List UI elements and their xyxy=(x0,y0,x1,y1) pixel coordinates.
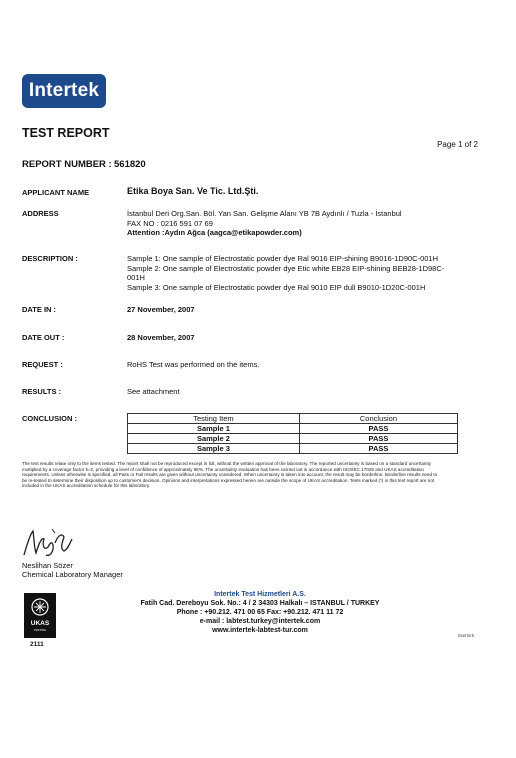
table-cell: PASS xyxy=(299,444,457,454)
footer-contact xyxy=(110,590,410,635)
report-number-label: REPORT NUMBER : xyxy=(22,159,112,170)
table-header-row xyxy=(128,414,458,424)
fax-line: FAX NO : 0216 591 07 69 xyxy=(127,218,213,228)
date-in-label: DATE IN : xyxy=(22,305,57,314)
date-out-label: DATE OUT : xyxy=(22,333,65,342)
svg-text:UKAS: UKAS xyxy=(30,620,50,627)
signatory-block xyxy=(22,561,123,579)
signatory-title: Chemical Laboratory Manager xyxy=(22,570,123,579)
conclusion-label: CONCLUSION : xyxy=(22,414,77,423)
attention-line: Attention :Aydın Ağca (aagca@etikapowder.com) xyxy=(127,228,302,237)
request-value: RoHS Test was performed on the items. xyxy=(127,360,260,369)
footer-website: www.intertek-labtest-tur.com xyxy=(212,627,308,634)
applicant-label: APPLICANT NAME xyxy=(22,188,90,197)
ukas-logo xyxy=(24,593,56,638)
ukas-number: 2111 xyxy=(30,641,44,648)
results-value: See attachment xyxy=(127,387,180,396)
description-block xyxy=(127,254,452,292)
disclaimer-text: The test results relate only to the items tested. The report shall not be reproduced except in full, without the written approval of the laboratory. The reported uncertainty is based on a standard uncertainty multiplied by a coverage factor k=2, providing a level of confidence of approximately 95%. The uncertainty evaluation has been carried out in accordance with ISO/IEC 17025 and UKAS accreditation requirements. Unless otherwise is specified, all Pass or Fail results are given without uncertainty considered. When uncertainty is taken into account, the result may be borderline. Borderline results need to be re-tested to determine their disposition up to customer's decision. Opinions and interpretations expressed herein are outside the scope of UKAS accreditation. Tests marked (*) in this test report are not included in the UKAS accreditation schedule for this laboratory. xyxy=(22,461,438,489)
footer-phone: Phone : +90.212. 471 00 65 Fax: +90.212. 471 11 72 xyxy=(176,609,344,616)
footnote-code: itsertsrk xyxy=(458,633,474,638)
address-label: ADDRESS xyxy=(22,209,59,218)
date-in-value: 27 November, 2007 xyxy=(127,305,195,314)
table-cell: Sample 2 xyxy=(128,434,300,444)
report-number-value: 561820 xyxy=(114,159,146,170)
date-out-value: 28 November, 2007 xyxy=(127,333,195,342)
sample-2-description: Sample 2: One sample of Electrostatic powder dye Etic white EB28 EIP-shining BEB28-1D98C-001H xyxy=(127,263,445,282)
footer-address: Fatih Cad. Dereboyu Sok. No.: 4 / 2 34303 Halkalı – ISTANBUL / TURKEY xyxy=(140,600,380,607)
sample-3-description: Sample 3: One sample of Electrostatic powder dye Ral 9010 EIP dull B9010-1D20C-001H xyxy=(127,282,426,292)
table-row xyxy=(128,444,458,454)
table-cell: PASS xyxy=(299,424,457,434)
signatory-name: Neslihan Sözer xyxy=(22,561,73,570)
table-row xyxy=(128,434,458,444)
report-title: TEST REPORT xyxy=(22,126,110,140)
column-header: Testing Item xyxy=(128,414,300,424)
signature-image xyxy=(22,527,82,561)
sample-1-description: Sample 1: One sample of Electrostatic powder dye Ral 9016 EIP-shining B9016-1D90C-001H xyxy=(127,254,439,263)
table-cell: PASS xyxy=(299,434,457,444)
applicant-value: Etika Boya San. Ve Tic. Ltd.Şti. xyxy=(127,186,259,196)
address-block xyxy=(127,209,467,238)
results-label: RESULTS : xyxy=(22,387,62,396)
intertek-logo: Intertek xyxy=(22,74,106,108)
svg-text:TESTING: TESTING xyxy=(33,628,47,632)
page-indicator: Page 1 of 2 xyxy=(437,140,478,149)
request-label: REQUEST : xyxy=(22,360,63,369)
description-label: DESCRIPTION : xyxy=(22,254,78,263)
column-header: Conclusion xyxy=(299,414,457,424)
footer-email: e-mail : labtest.turkey@intertek.com xyxy=(199,618,321,625)
conclusion-table xyxy=(127,413,458,454)
footer-company: Intertek Test Hizmetleri A.S. xyxy=(214,591,306,598)
table-row xyxy=(128,424,458,434)
table-cell: Sample 1 xyxy=(128,424,300,434)
address-line: İstanbul Deri Org.San. Böl. Yan San. Gelişme Alanı YB 7B Aydınlı / Tuzla - İstanbul xyxy=(127,209,402,218)
table-cell: Sample 3 xyxy=(128,444,300,454)
